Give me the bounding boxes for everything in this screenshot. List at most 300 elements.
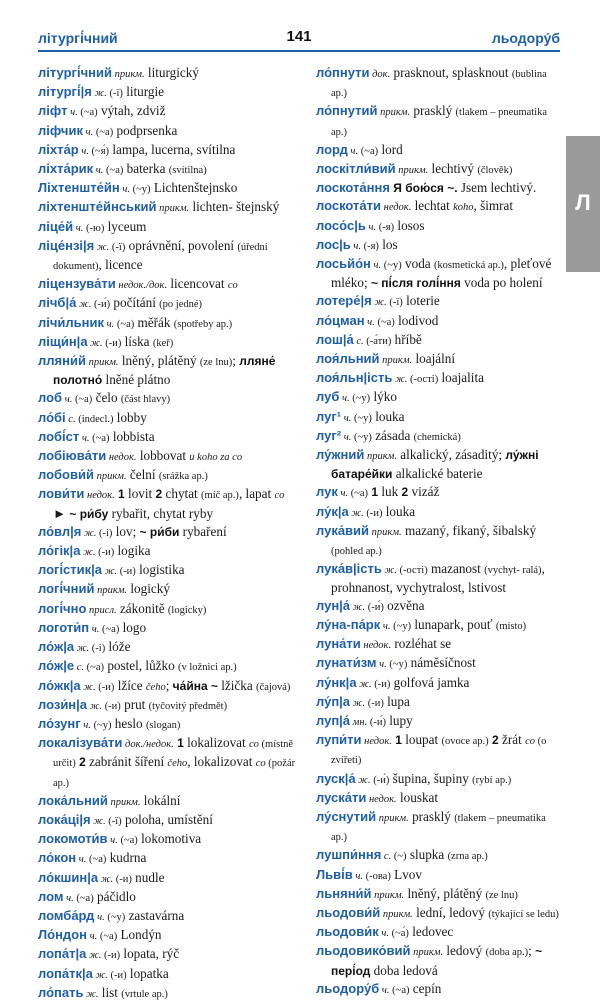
entry-note: (~у) xyxy=(90,719,112,731)
entry-note: (-и) xyxy=(95,681,115,693)
header-rule xyxy=(38,50,560,52)
dictionary-entry xyxy=(38,945,300,964)
entry-note: (~а) xyxy=(117,835,138,847)
entry-translation: lobby xyxy=(113,409,147,425)
entry-translation: nudle xyxy=(131,869,165,885)
entry-translation: rozléhat se xyxy=(391,636,452,652)
entry-grammar-label: ж. xyxy=(98,873,114,885)
entry-grammar-label: ч. xyxy=(63,892,74,904)
entry-translation: lov; xyxy=(112,523,140,539)
entry-translation: lýko xyxy=(370,389,397,405)
dictionary-entry xyxy=(38,352,300,389)
dictionary-entry xyxy=(38,523,300,542)
entry-translation: alkalický, zásaditý; xyxy=(397,447,506,463)
entry-grammar-label: прикм. xyxy=(111,69,145,80)
entry-note: (o zvířeti) xyxy=(331,736,547,767)
entry-note: (-и) xyxy=(363,507,383,519)
entry-translation: cepín xyxy=(409,980,442,996)
dictionary-entry xyxy=(38,888,300,907)
entry-grammar-label: ч. xyxy=(107,835,118,847)
dictionary-entry xyxy=(316,350,564,369)
entry-translation: louka xyxy=(382,503,416,519)
dictionary-entry xyxy=(316,312,564,331)
dictionary-entry xyxy=(316,770,564,789)
entry-headword: ліхта́р xyxy=(38,141,79,157)
entry-translation: lóže xyxy=(105,639,131,655)
entry-grammar-label: прикм. xyxy=(94,585,128,597)
entry-grammar-label: ч. xyxy=(347,145,359,157)
dictionary-entry xyxy=(38,447,300,466)
entry-translation: lední, ledový xyxy=(412,904,489,920)
entry-translation: doba ledová xyxy=(370,962,438,978)
entry-grammar-label: co xyxy=(248,739,259,751)
entry-note: (srážka ap.) xyxy=(158,471,208,483)
entry-translation: lokalizovat xyxy=(183,735,249,751)
entry-note: (indecl.) xyxy=(75,413,114,425)
entry-translation: ozvěna xyxy=(383,597,425,613)
entry-grammar-label: ч. xyxy=(93,165,104,177)
entry-note: (svítilna) xyxy=(168,165,207,177)
entry-grammar-label: ч. xyxy=(82,126,94,138)
entry-headword: лози́н|а xyxy=(38,696,88,712)
entry-note: (~а) xyxy=(73,892,94,904)
dictionary-entry xyxy=(316,388,564,407)
entry-note: (-ості) xyxy=(407,374,439,386)
dictionary-entry xyxy=(316,236,564,255)
entry-translation: list xyxy=(98,984,122,1000)
entry-note: (-ості) xyxy=(396,565,428,577)
entry-headword: ліце́нзі|я xyxy=(38,237,95,253)
entry-translation: louskat xyxy=(396,789,439,805)
entry-translation: mazanost xyxy=(427,561,485,577)
thumb-index-tab[interactable] xyxy=(566,136,600,272)
entry-note: (~а) xyxy=(72,394,93,406)
entry-grammar-label: ч. xyxy=(94,911,105,923)
dictionary-entry xyxy=(316,197,564,216)
dictionary-entry xyxy=(38,830,300,849)
entry-grammar-label: koho xyxy=(453,202,474,214)
entry-headword: лунати́зм xyxy=(316,655,377,671)
dictionary-entry xyxy=(316,160,564,179)
entry-translation: počítání xyxy=(110,295,160,311)
entry-note: (-и) xyxy=(102,337,122,349)
dictionary-entry xyxy=(316,427,564,446)
entry-translation: měřák xyxy=(134,314,174,330)
dictionary-entry xyxy=(316,693,564,712)
entry-note: (logicky) xyxy=(167,604,207,616)
entry-grammar-label: ч. xyxy=(104,318,115,330)
entry-headword: ло́гік|а xyxy=(38,543,81,559)
entry-headword: ло́цман xyxy=(316,312,365,328)
entry-headword: лоя́льн|ість xyxy=(316,370,393,386)
entry-grammar-label: прикм. xyxy=(371,889,405,901)
entry-headword: лопа́т|а xyxy=(38,946,87,962)
right-column xyxy=(316,64,564,999)
entry-headword: лука́вий xyxy=(316,522,370,538)
entry-headword: ліхтенште́йнський xyxy=(38,199,157,215)
entry-headword: ломба́рд xyxy=(38,907,95,923)
entry-grammar-label: ж. xyxy=(90,815,106,827)
entry-translation: lupy xyxy=(385,712,413,728)
entry-headword: лу́п|а xyxy=(316,693,351,709)
entry-note: (-ю) xyxy=(83,222,105,234)
entry-translation: mazaný, fikaný, šibalský xyxy=(401,522,537,538)
entry-note: (chemická) xyxy=(413,431,461,443)
entry-translation: lokální xyxy=(140,792,181,808)
entry-note: (-я) xyxy=(360,240,379,252)
dictionary-entry xyxy=(38,314,300,333)
entry-note: (část hlavy) xyxy=(120,394,171,406)
entry-note: (~у) xyxy=(390,620,412,632)
entry-translation: náměsíčnost xyxy=(407,655,476,671)
dictionary-entry xyxy=(316,503,564,522)
dictionary-entry xyxy=(316,654,564,673)
entry-note: (-и) xyxy=(95,547,115,559)
entry-translation: , prohnanost, vychytralost, lstivost xyxy=(331,561,545,596)
entry-headword: лляни́й xyxy=(38,353,86,369)
entry-grammar-label: прикм. xyxy=(380,908,413,920)
entry-grammar-label: ж. xyxy=(381,565,397,577)
entry-translation: , lokalizovat xyxy=(187,754,256,770)
entry-note: (-ї) xyxy=(106,88,123,100)
entry-note: (míč ap.) xyxy=(201,490,239,502)
entry-grammar-label: ч. xyxy=(350,240,361,252)
entry-translation: , licence xyxy=(98,257,143,273)
entry-note: (-ї) xyxy=(105,815,122,827)
entry-grammar-label: прикм. xyxy=(156,203,190,215)
entry-headword: лу́жний xyxy=(316,447,365,463)
entry-phrase: 1 xyxy=(114,487,125,502)
entry-translation: lovit xyxy=(124,486,156,502)
entry-note: (-и) xyxy=(371,678,391,690)
entry-translation: los xyxy=(378,236,398,252)
entry-grammar-label: с. xyxy=(381,851,392,863)
entry-translation: ► xyxy=(53,505,70,521)
entry-phrase: ~ ри́би xyxy=(139,524,180,539)
entry-translation: alkalické baterie xyxy=(392,466,483,482)
entry-grammar-label: ч. xyxy=(339,393,350,405)
entry-note: (-ї) xyxy=(386,297,403,309)
entry-note: (-а́ти) xyxy=(363,335,392,347)
dictionary-entry xyxy=(38,160,300,179)
entry-translation: lampa, lucerna, svítilna xyxy=(109,141,236,157)
entry-phrase: лу́жні батаре́йки xyxy=(331,448,539,482)
entry-grammar-label: ж. xyxy=(81,527,97,539)
entry-note: (-и́) xyxy=(367,716,386,728)
entry-note: (-и) xyxy=(102,700,121,712)
entry-headword: локомоти́в xyxy=(38,831,108,847)
dictionary-entry xyxy=(316,904,564,923)
entry-headword: ло́кшин|а xyxy=(38,869,99,885)
dictionary-entry xyxy=(38,907,300,926)
entry-grammar-label: с. xyxy=(74,662,85,674)
entry-translation: loajalita xyxy=(438,370,484,386)
dictionary-entry xyxy=(316,255,564,292)
entry-translation: zabránit šíření xyxy=(85,754,168,770)
entry-note: (-ї) xyxy=(109,241,126,253)
dictionary-entry xyxy=(38,580,300,599)
entry-grammar-label: ж. xyxy=(350,601,366,613)
dictionary-entry xyxy=(316,179,564,197)
entry-note: (~а) xyxy=(358,145,379,157)
entry-note: (~а) xyxy=(93,126,114,138)
dictionary-entry xyxy=(316,980,564,999)
entry-headword: ліфчик xyxy=(38,122,83,138)
right-guide-word: льодору́б xyxy=(491,30,560,46)
entry-translation: lord xyxy=(378,141,403,157)
entry-translation: páčidlo xyxy=(93,888,136,904)
entry-note: (vrtule ap.) xyxy=(121,988,168,1000)
entry-translation: oprávnění, povolení xyxy=(125,237,238,253)
dictionary-entry xyxy=(316,141,564,160)
entry-grammar-label: ч. xyxy=(62,394,73,406)
entry-note: (~у) xyxy=(381,260,402,272)
entry-translation: prasknout, splasknout xyxy=(390,65,512,80)
entry-grammar-label: ч. xyxy=(79,432,90,444)
dictionary-entry xyxy=(38,294,300,313)
entry-translation: , šimrat xyxy=(473,198,514,214)
entry-translation: kudrna xyxy=(106,850,147,866)
entry-grammar-label: прикм. xyxy=(364,451,397,463)
entry-headword: лоскота́ння xyxy=(316,180,390,196)
entry-translation: zásada xyxy=(371,427,414,443)
entry-note: (~а) xyxy=(99,623,120,635)
entry-note: (pohled ap.) xyxy=(331,546,382,558)
dictionary-entry xyxy=(38,237,300,275)
entry-translation: luk xyxy=(378,484,402,500)
entry-note: (vychyt- ralá) xyxy=(484,565,542,577)
entry-headword: логі́чний xyxy=(38,581,95,597)
entry-translation: lopata, rýč xyxy=(120,946,180,962)
entry-grammar-label: ч. xyxy=(76,854,87,866)
entry-note: (-и) xyxy=(107,969,127,981)
entry-headword: ло́вл|я xyxy=(38,523,82,539)
entry-note: (-и) xyxy=(365,697,384,709)
dictionary-entry xyxy=(38,638,300,657)
entry-note: (tlakem – pneumatika ap.) xyxy=(331,812,546,844)
entry-headword: ло́пнутий xyxy=(316,103,378,119)
entry-note: (~а) xyxy=(374,316,395,328)
entry-note: (-и́) xyxy=(91,299,111,311)
entry-translation: lžička xyxy=(217,677,257,693)
entry-grammar-label: прикм. xyxy=(369,526,402,538)
entry-note: (~я́) xyxy=(88,145,110,157)
entry-grammar-label: ч. xyxy=(67,107,78,119)
dictionary-entry xyxy=(38,198,300,217)
entry-headword: лорд xyxy=(316,141,348,157)
entry-headword: ло́ж|а xyxy=(38,639,75,655)
entry-note: (~у) xyxy=(129,184,151,196)
entry-headword: лови́ти xyxy=(38,486,85,502)
entry-note: (~у) xyxy=(351,431,372,443)
entry-phrase: 1 xyxy=(391,733,402,748)
entry-grammar-label: ж. xyxy=(86,950,102,962)
dictionary-entry xyxy=(38,333,300,352)
entry-phrase: ча́йна ~ xyxy=(172,678,218,693)
entry-headword: ліхта́рик xyxy=(38,161,94,177)
entry-grammar-label: ж. xyxy=(83,988,99,1000)
entry-note: (keř) xyxy=(152,337,174,349)
entry-translation: prasklý xyxy=(410,103,456,119)
entry-grammar-label: недок./док. xyxy=(115,280,168,292)
entry-headword: лос|ь xyxy=(316,236,351,252)
dictionary-entry xyxy=(316,885,564,904)
entry-note: (~а) xyxy=(97,931,118,943)
entry-grammar-label: ч. xyxy=(341,431,352,443)
dictionary-entry xyxy=(316,369,564,388)
entry-note: (~а́) xyxy=(388,928,409,940)
dictionary-entry xyxy=(316,616,564,635)
entry-headword: луска́ти xyxy=(316,789,367,805)
entry-headword: лу́нк|а xyxy=(316,674,357,690)
entry-grammar-label: ж. xyxy=(87,700,103,712)
entry-headword: ло́кон xyxy=(38,850,77,866)
dictionary-entry xyxy=(316,217,564,236)
entry-grammar-label: ч. xyxy=(89,623,100,635)
entry-translation: , lapat xyxy=(238,486,275,502)
entry-grammar-label: ч. xyxy=(80,719,91,731)
dictionary-entry xyxy=(38,409,300,428)
entry-grammar-label: čeho xyxy=(145,681,166,693)
entry-note: (-и́) xyxy=(365,601,384,613)
entry-note: (kosmetická ap.) xyxy=(433,260,504,272)
entry-grammar-label: недок. xyxy=(106,452,137,464)
entry-headword: лосо́с|ь xyxy=(316,217,366,233)
entry-grammar-label: прикм. xyxy=(377,107,411,119)
entry-phrase: 2 xyxy=(75,755,86,770)
entry-translation: Jsem lechtivý. xyxy=(457,180,537,196)
entry-note: (~а) xyxy=(86,854,107,866)
entry-phrase: лляне́ полотно́ xyxy=(53,354,276,388)
entry-grammar-label: ч. xyxy=(73,222,84,234)
entry-grammar-label: u koho za co xyxy=(189,452,243,464)
entry-note: (-я) xyxy=(376,221,395,233)
entry-grammar-label: ж. xyxy=(92,969,108,981)
entry-headword: льняни́й xyxy=(316,885,372,901)
entry-note: (člověk) xyxy=(477,165,513,177)
entry-grammar-label: ж. xyxy=(74,643,90,655)
entry-headword: лоя́льний xyxy=(316,351,380,367)
entry-headword: ло́ж|е xyxy=(38,658,75,674)
entry-headword: Льві́в xyxy=(316,866,353,882)
entry-grammar-label: ч. xyxy=(86,931,98,943)
entry-headword: Ліхтенште́йн xyxy=(38,180,120,196)
entry-translation: lodivod xyxy=(394,312,439,328)
entry-note: (~а) xyxy=(89,432,110,444)
entry-translation: lokomotiva xyxy=(137,831,202,847)
dictionary-entry xyxy=(38,715,300,734)
dictionary-entry xyxy=(316,789,564,808)
dictionary-entry xyxy=(316,731,564,769)
entry-translation: Lichtenštejnsko xyxy=(150,180,238,196)
entry-note: (tlakem – pneumatika ap.) xyxy=(331,107,548,138)
entry-grammar-label: недок. xyxy=(381,202,412,214)
entry-grammar-label: недок. xyxy=(366,793,397,805)
entry-note: (-ова) xyxy=(362,870,391,882)
entry-note: (~) xyxy=(391,851,407,863)
entry-grammar-label: недок. xyxy=(360,640,392,652)
entry-grammar-label: ж. xyxy=(355,774,371,786)
entry-note: (-и) xyxy=(113,873,132,885)
entry-note: (místo) xyxy=(495,620,527,632)
entry-note: (~а) xyxy=(77,107,98,119)
entry-note: (rybí ap.) xyxy=(472,774,512,786)
entry-translation: hříbě xyxy=(391,331,422,347)
entry-headword: лу́на-па́рк xyxy=(316,616,381,632)
entry-translation: lyceum xyxy=(104,218,147,234)
entry-headword: ло́бі xyxy=(38,409,66,425)
dictionary-entry xyxy=(316,674,564,693)
entry-grammar-label: прикм. xyxy=(93,471,127,483)
entry-grammar-label: ч. xyxy=(341,412,352,424)
entry-headword: луна́ти xyxy=(316,636,361,652)
dictionary-entry xyxy=(38,275,300,294)
dictionary-entry xyxy=(316,635,564,654)
entry-translation: lunapark, pouť xyxy=(411,616,496,632)
entry-grammar-label: прикм. xyxy=(376,812,409,824)
entry-note: (v ložnici ap.) xyxy=(178,662,237,674)
entry-note: (úřední dokument) xyxy=(53,241,268,273)
entry-note: (místně určit) xyxy=(53,739,294,770)
dictionary-entry xyxy=(316,712,564,731)
entry-grammar-label: ж. xyxy=(94,241,110,253)
entry-note: (~а) xyxy=(103,165,124,177)
entry-translation: prasklý xyxy=(408,808,455,824)
entry-translation: voda xyxy=(401,256,434,272)
entry-note: (~у) xyxy=(349,393,371,405)
entry-translation: licencovat xyxy=(167,276,228,292)
entry-translation: lichten- štejnský xyxy=(189,199,280,215)
entry-phrase: ~ пері́од xyxy=(331,944,543,978)
entry-grammar-label: ж. xyxy=(371,297,387,309)
entry-translation: lupa xyxy=(383,693,410,709)
dictionary-entry xyxy=(38,657,300,676)
dictionary-entry xyxy=(316,292,564,311)
entry-translation: losos xyxy=(394,217,425,233)
entry-headword: луск|а́ xyxy=(316,770,356,786)
entry-translation: rybařit, chytat ryby xyxy=(108,505,214,521)
entry-note: (ze lnu) xyxy=(485,889,518,901)
dictionary-entry xyxy=(38,64,300,83)
entry-phrase: 2 xyxy=(488,733,499,748)
dictionary-entry xyxy=(316,331,564,350)
entry-grammar-label: ж. xyxy=(76,299,92,311)
entry-headword: ло́пнути xyxy=(316,65,370,80)
entry-note: (po jedné) xyxy=(159,299,203,311)
entry-translation: lžíce xyxy=(114,677,146,693)
entry-note: (spotřeby ap.) xyxy=(173,318,233,330)
entry-headword: ліщи́н|а xyxy=(38,333,88,349)
entry-translation: slupka xyxy=(406,847,448,863)
entry-note: (-і) xyxy=(96,527,113,539)
entry-translation: loupat xyxy=(401,732,442,748)
entry-headword: луг¹ xyxy=(316,408,342,424)
entry-grammar-label: co xyxy=(227,280,238,292)
entry-translation: chytat xyxy=(162,486,202,502)
entry-translation: ledovec xyxy=(408,924,454,940)
entry-translation: čelní xyxy=(126,467,159,483)
entry-translation: voda po holení xyxy=(460,275,543,291)
left-column xyxy=(38,64,300,1003)
entry-translation: logika xyxy=(114,543,151,559)
entry-translation: lněný, plátěný xyxy=(118,353,200,369)
entry-headword: ліце́й xyxy=(38,218,74,234)
entry-translation: logistika xyxy=(135,562,185,578)
entry-grammar-label: док./недок. xyxy=(122,739,174,751)
entry-translation: zákonitě xyxy=(116,600,168,616)
dictionary-entry xyxy=(38,141,300,160)
entry-translation: golfová jamka xyxy=(390,674,470,690)
